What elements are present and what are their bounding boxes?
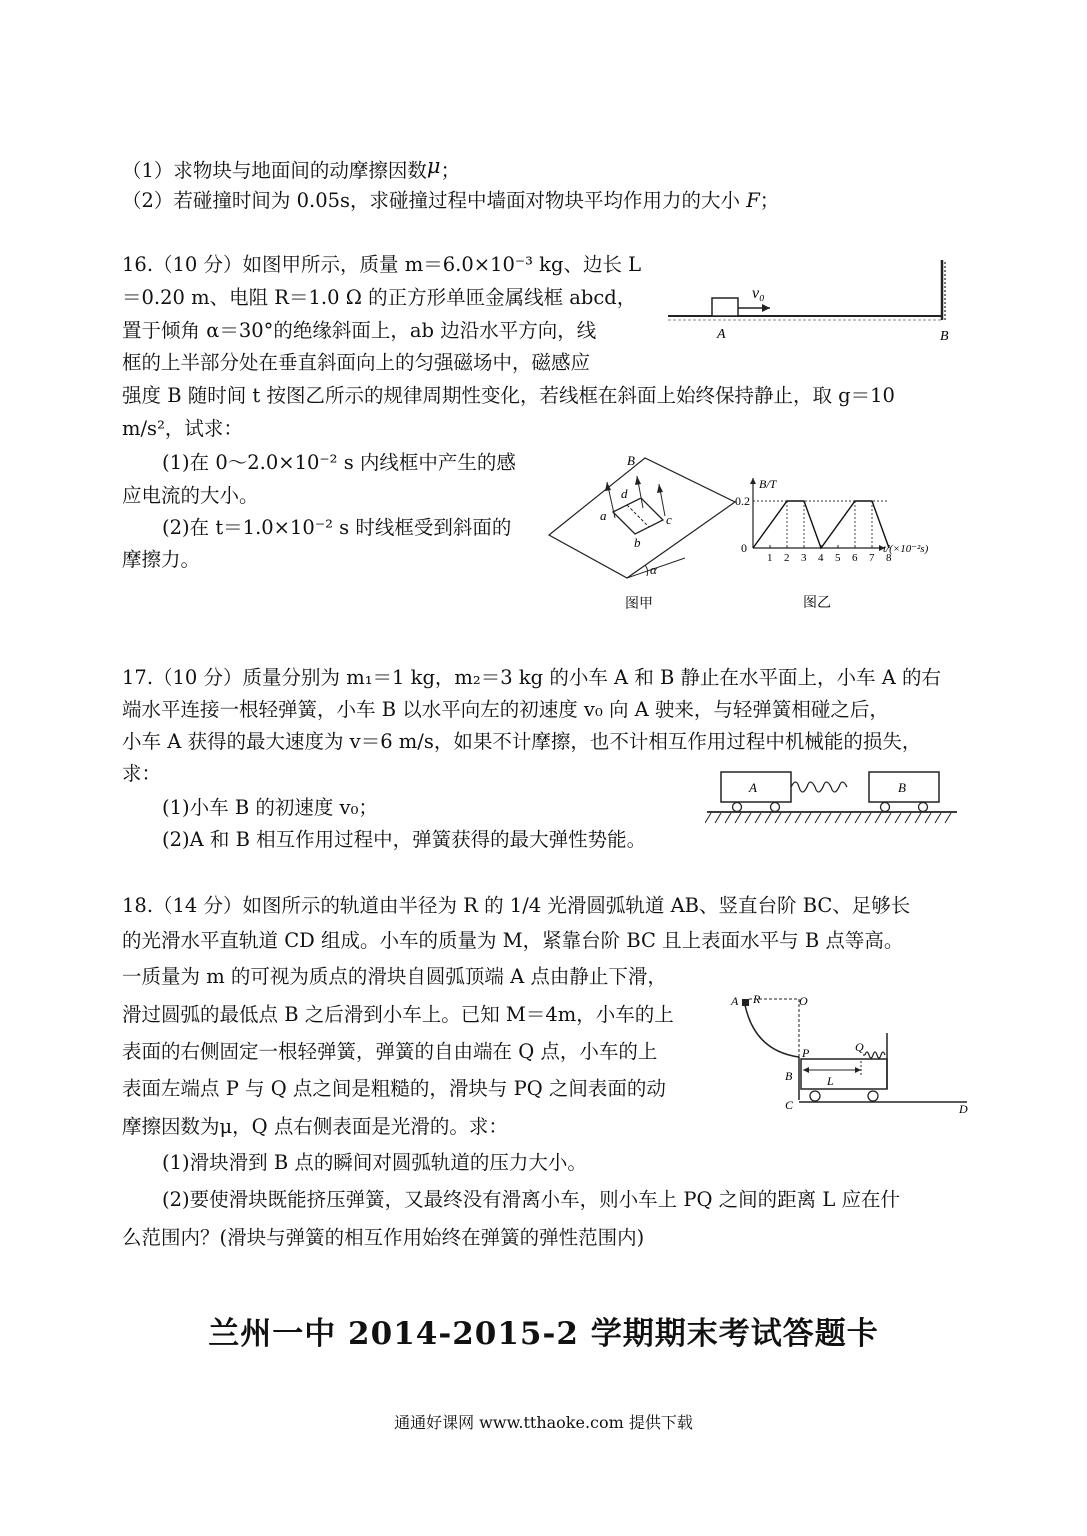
point-B-label: B xyxy=(785,1069,793,1083)
figure-arc-track-cart xyxy=(725,985,975,1120)
corner-b-label: b xyxy=(634,535,641,550)
cart-A-label: A xyxy=(749,780,757,795)
chart-x-tick-label-6: 6 xyxy=(852,552,858,564)
corner-d-label: d xyxy=(621,486,628,501)
q16-line1: 16.（10 分）如图甲所示，质量 m＝6.0×10⁻³ kg、边长 L xyxy=(122,253,642,276)
v0-label: v₀ xyxy=(752,285,765,302)
caption-jia: 图甲 xyxy=(625,597,653,612)
q18-line7: 摩擦因数为μ，Q 点右侧表面是光滑的。求： xyxy=(122,1115,508,1138)
figure-two-carts xyxy=(705,770,965,830)
radius-R-label: R xyxy=(753,992,761,1006)
caption-yi: 图乙 xyxy=(803,596,831,611)
q17-sub1: (1)小车 B 的初速度 v₀； xyxy=(162,796,378,819)
q18-line1: 18.（14 分）如图所示的轨道由半径为 R 的 1/4 光滑圆弧轨道 AB、竖直台阶 BC、足够长 xyxy=(122,894,911,917)
q18-sub1: (1)滑块滑到 B 点的瞬间对圆弧轨道的压力大小。 xyxy=(162,1151,587,1174)
q16-line6: m/s²，试求： xyxy=(122,417,243,440)
cart xyxy=(801,1059,887,1089)
point-C-label: C xyxy=(785,1098,794,1112)
figure-block-wall xyxy=(660,252,970,347)
cart-B-label: B xyxy=(898,780,906,795)
chart-x-tick-label-7: 7 xyxy=(869,552,875,564)
q18-line2: 的光滑水平直轨道 CD 组成。小车的质量为 M，紧靠台阶 BC 且上表面水平与 B 点等高。 xyxy=(122,929,904,952)
q15-part1: （1）求物块与地面间的动摩擦因数μ； xyxy=(122,154,461,182)
q16-line2: ＝0.20 m、电阻 R＝1.0 Ω 的正方形单匝金属线框 abcd， xyxy=(122,286,637,309)
chart-x-tick-label-8: 8 xyxy=(886,552,892,564)
q15-part2: （2）若碰撞时间为 0.05s，求碰撞过程中墙面对物块平均作用力的大小 F； xyxy=(122,189,780,212)
point-D-label: D xyxy=(959,1102,968,1116)
q18-line4: 滑过圆弧的最低点 B 之后滑到小车上。已知 M＝4m，小车的上 xyxy=(122,1003,674,1026)
chart-xlabel: t/(×10⁻²s) xyxy=(883,543,929,555)
figure-incline-frame xyxy=(545,450,740,618)
chart-y-arrow xyxy=(750,478,756,484)
point-A-label: A xyxy=(717,327,726,342)
chart-series-line xyxy=(753,501,889,548)
chart-x-tick-label-5: 5 xyxy=(835,552,841,564)
chart-ylabel: B/T xyxy=(759,477,777,491)
chart-x-tick-label-4: 4 xyxy=(818,552,824,564)
q18-line6: 表面左端点 P 与 Q 点之间是粗糙的，滑块与 PQ 之间表面的动 xyxy=(122,1077,666,1100)
q16-line4: 框的上半部分处在垂直斜面向上的匀强磁场中，磁感应 xyxy=(122,351,591,374)
chart-x-tick-label-2: 2 xyxy=(784,552,790,564)
point-A-label: A xyxy=(731,994,739,1008)
q16-line3: 置于倾角 α＝30°的绝缘斜面上，ab 边沿水平方向，线 xyxy=(122,319,597,342)
chart-origin: 0 xyxy=(741,541,747,555)
mu-symbol: μ xyxy=(426,154,441,178)
point-P-label: P xyxy=(802,1046,810,1060)
figure-B-t-chart xyxy=(735,470,960,615)
spring xyxy=(791,782,847,792)
q18-sub2a: (2)要使滑块既能挤压弹簧，又最终没有滑离小车，则小车上 PQ 之间的距离 L 应在什 xyxy=(162,1188,900,1211)
q16-sub2b: 摩擦力。 xyxy=(122,548,201,571)
chart-x-tick-label-3: 3 xyxy=(801,552,807,564)
point-B-label: B xyxy=(940,329,949,344)
footer-source: 通通好课网 www.tthaoke.com 提供下载 xyxy=(394,1413,693,1432)
q16-line5: 强度 B 随时间 t 按图乙所示的规律周期性变化，若线框在斜面上始终保持静止，取 g＝10 xyxy=(122,384,895,407)
q16-sub1b: 应电流的大小。 xyxy=(122,484,259,507)
quarter-arc xyxy=(745,1005,799,1057)
chart-y-0.2: 0.2 xyxy=(735,494,750,508)
point-Q-label: Q xyxy=(855,1040,864,1054)
alpha-label: α xyxy=(650,562,657,577)
center-O-label: O xyxy=(799,994,808,1008)
q17-line1: 17.（10 分）质量分别为 m₁＝1 kg，m₂＝3 kg 的小车 A 和 B 静止在水平面上，小车 A 的右 xyxy=(122,666,942,689)
q18-line3: 一质量为 m 的可视为质点的滑块自圆弧顶端 A 点由静止下滑， xyxy=(122,965,667,988)
q18-sub2b: 么范围内？(滑块与弹簧的相互作用始终在弹簧的弹性范围内) xyxy=(122,1226,645,1249)
q17-line4: 求： xyxy=(122,762,162,785)
q17-line2: 端水平连接一根轻弹簧，小车 B 以水平向左的初速度 v₀ 向 A 驶来，与轻弹簧相碰之后， xyxy=(122,698,889,721)
q17-line3: 小车 A 获得的最大速度为 v＝6 m/s，如果不计摩擦，也不计相互作用过程中机械能的损失， xyxy=(122,730,922,753)
q18-line5: 表面的右侧固定一根轻弹簧，弹簧的自由端在 Q 点，小车的上 xyxy=(122,1040,658,1063)
corner-c-label: c xyxy=(666,512,672,527)
length-L-label: L xyxy=(827,1074,834,1088)
corner-a-label: a xyxy=(600,508,607,523)
spring xyxy=(865,1052,885,1058)
q17-sub2: (2)A 和 B 相互作用过程中，弹簧获得的最大弹性势能。 xyxy=(162,828,647,851)
block xyxy=(712,298,738,316)
B-field-label: B xyxy=(627,453,635,468)
q16-sub1a: (1)在 0～2.0×10⁻² s 内线框中产生的感 xyxy=(162,451,516,474)
answer-card-title: 兰州一中 2014-2015-2 学期期末考试答题卡 xyxy=(208,1316,879,1352)
chart-x-tick-label-1: 1 xyxy=(767,552,773,564)
q16-sub2a: (2)在 t＝1.0×10⁻² s 时线框受到斜面的 xyxy=(162,516,512,539)
